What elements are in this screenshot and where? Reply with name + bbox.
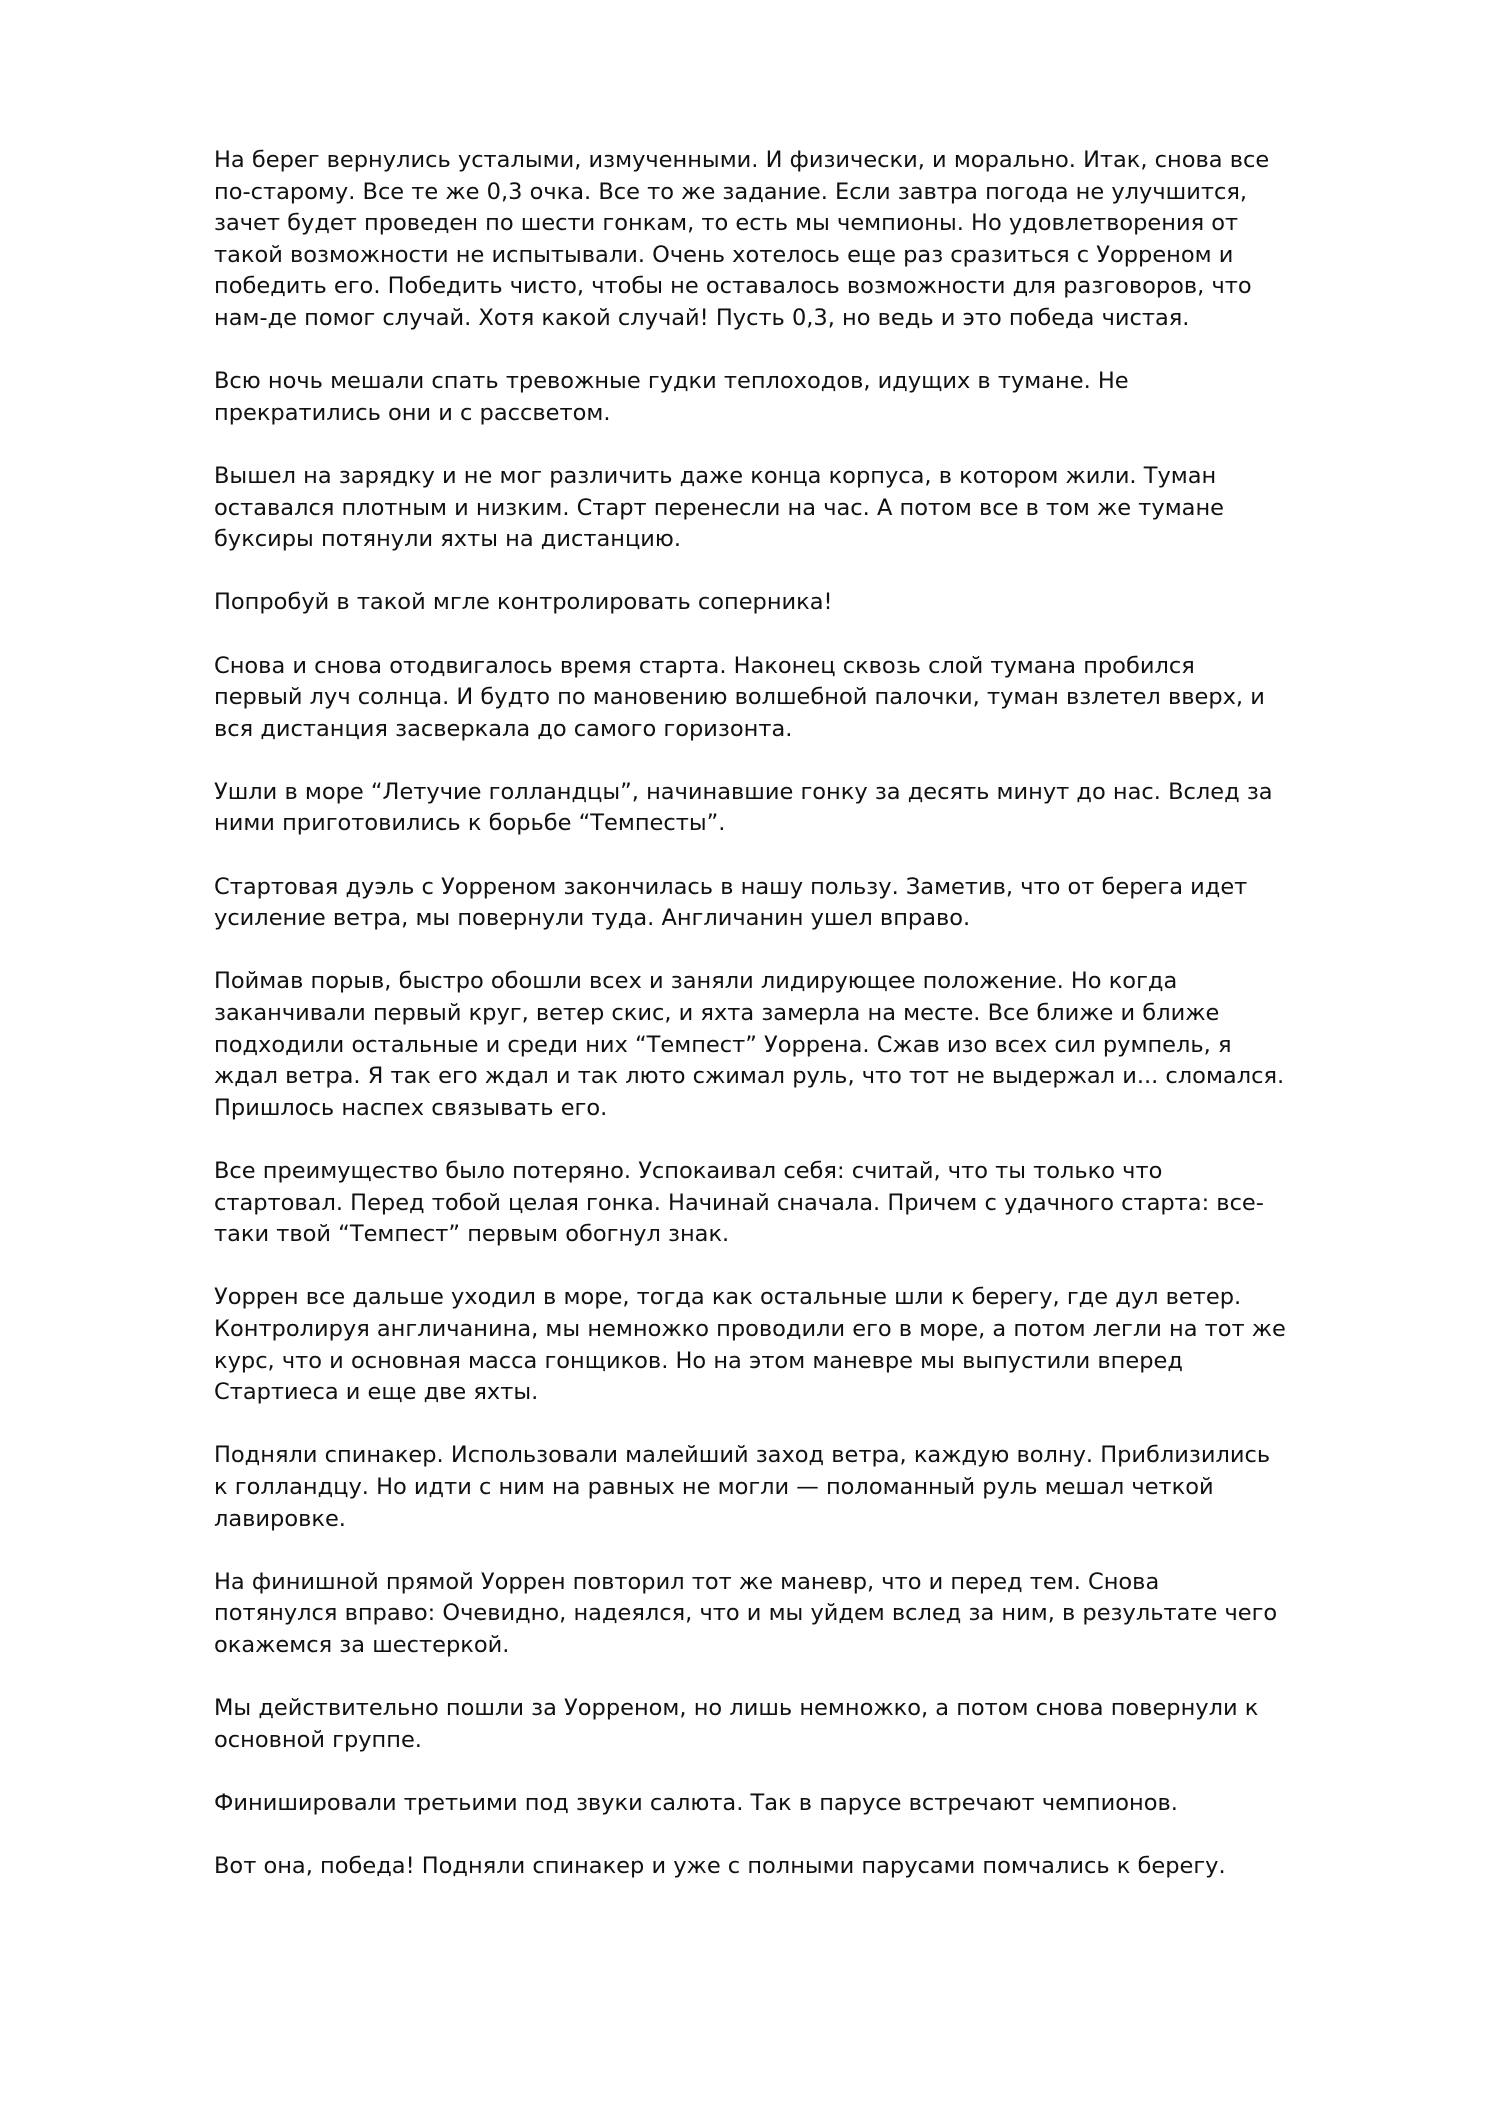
paragraph	[214, 1282, 1414, 1408]
text-line: ждал ветра. Я так его ждал и так люто сжимал руль, что тот не выдержал и... сломался.	[214, 1063, 1285, 1090]
text-line: Поймав порыв, быстро обошли всех и заняли лидирующее положение. Но когда	[214, 968, 1178, 995]
paragraph	[214, 366, 1414, 429]
paragraph	[214, 1567, 1414, 1662]
text-line: такой возможности не испытывали. Очень хотелось еще раз сразиться с Уорреном и	[214, 241, 1234, 268]
text-line: Все преимущество было потеряно. Успокаивал себя: считай, что ты только что	[214, 1158, 1163, 1184]
text-line: Контролируя англичанина, мы немножко проводили его в море, а потом легли на тот же	[214, 1315, 1286, 1342]
text-line: Мы действительно пошли за Уорреном, но лишь немножко, а потом снова повернули к	[214, 1695, 1259, 1722]
text-line: по-старому. Все те же 0,3 очка. Все то же задание. Если завтра погода не улучшится,	[214, 178, 1248, 205]
paragraph	[214, 145, 1414, 335]
text-line: подходили остальные и среди них “Темпест” Уоррена. Сжав изо всех сил румпель, я	[214, 1031, 1232, 1058]
text-line: Всю ночь мешали спать тревожные гудки теплоходов, идущих в тумане. Не	[214, 368, 1129, 395]
paragraph	[214, 777, 1414, 840]
paragraph	[214, 1851, 1414, 1883]
text-line: первый луч солнца. И будто по мановению волшебной палочки, туман взлетел вверх, и	[214, 684, 1265, 711]
text-line: нам-де помог случай. Хотя какой случай! Пусть 0,3, но ведь и это победа чистая.	[214, 304, 1190, 331]
text-line: Пришлось наспех связывать его.	[214, 1094, 608, 1121]
document-body	[214, 145, 1414, 1914]
text-line: Вышел на зарядку и не мог различить даже конца корпуса, в котором жили. Туман	[214, 462, 1217, 489]
text-line: окажемся за шестеркой.	[214, 1631, 510, 1658]
text-line: На финишной прямой Уоррен повторил тот же маневр, что и перед тем. Снова	[214, 1568, 1160, 1595]
text-line: Вот она, победа! Подняли спинакер и уже с полными парусами помчались к берегу.	[214, 1853, 1226, 1880]
text-line: Ушли в море “Летучие голландцы”, начинавшие гонку за десять минут до нас. Вслед за	[214, 778, 1273, 805]
text-line: Стартовая дуэль с Уорреном закончилась в нашу пользу. Заметив, что от берега идет	[214, 873, 1248, 900]
text-line: потянулся вправо: Очевидно, надеялся, что и мы уйдем вслед за ним, в результате чего	[214, 1600, 1278, 1627]
text-line: буксиры потянули яхты на дистанцию.	[214, 526, 681, 553]
text-line: Уоррен все дальше уходил в море, тогда как остальные шли к берегу, где дул ветер.	[214, 1284, 1242, 1311]
text-line: Попробуй в такой мгле контролировать соперника!	[214, 589, 833, 616]
text-line: стартовал. Перед тобой целая гонка. Начинай сначала. Причем с удачного старта: все-	[214, 1189, 1264, 1216]
text-line: вся дистанция засверкала до самого горизонта.	[214, 715, 793, 742]
paragraph	[214, 587, 1414, 619]
text-line: курс, что и основная масса гонщиков. Но на этом маневре мы выпустили вперед	[214, 1347, 1183, 1374]
text-line: ними приготовились к борьбе “Темпесты”.	[214, 810, 726, 837]
text-line: На берег вернулись усталыми, измученными. И физически, и морально. Итак, снова все	[214, 147, 1270, 173]
paragraph	[214, 872, 1414, 935]
text-line: таки твой “Темпест” первым обогнул знак.	[214, 1221, 730, 1248]
text-line: Стартиеса и еще две яхты.	[214, 1379, 539, 1406]
paragraph	[214, 651, 1414, 746]
text-line: Подняли спинакер. Использовали малейший заход ветра, каждую волну. Приблизились	[214, 1442, 1271, 1469]
text-line: Снова и снова отодвигалось время старта. Наконец сквозь слой тумана пробился	[214, 652, 1195, 679]
text-line: основной группе.	[214, 1726, 422, 1753]
paragraph	[214, 1440, 1414, 1535]
text-line: Финишировали третьими под звуки салюта. Так в парусе встречают чемпионов.	[214, 1789, 1178, 1816]
text-line: к голландцу. Но идти с ним на равных не могли — поломанный руль мешал четкой	[214, 1473, 1214, 1500]
text-line: оставался плотным и низким. Старт перенесли на час. А потом все в том же тумане	[214, 494, 1225, 521]
paragraph	[214, 461, 1414, 556]
text-line: прекратились они и с рассветом.	[214, 399, 611, 426]
text-line: победить его. Победить чисто, чтобы не оставалось возможности для разговоров, что	[214, 273, 1252, 300]
text-line: лавировке.	[214, 1505, 346, 1532]
text-line: заканчивали первый круг, ветер скис, и яхта замерла на месте. Все ближе и ближе	[214, 1000, 1220, 1027]
text-line: усиление ветра, мы повернули туда. Англичанин ушел вправо.	[214, 905, 971, 932]
paragraph	[214, 1693, 1414, 1756]
paragraph	[214, 1788, 1414, 1820]
paragraph	[214, 966, 1414, 1124]
paragraph	[214, 1156, 1414, 1251]
text-line: зачет будет проведен по шести гонкам, то есть мы чемпионы. Но удовлетворения от	[214, 210, 1239, 237]
